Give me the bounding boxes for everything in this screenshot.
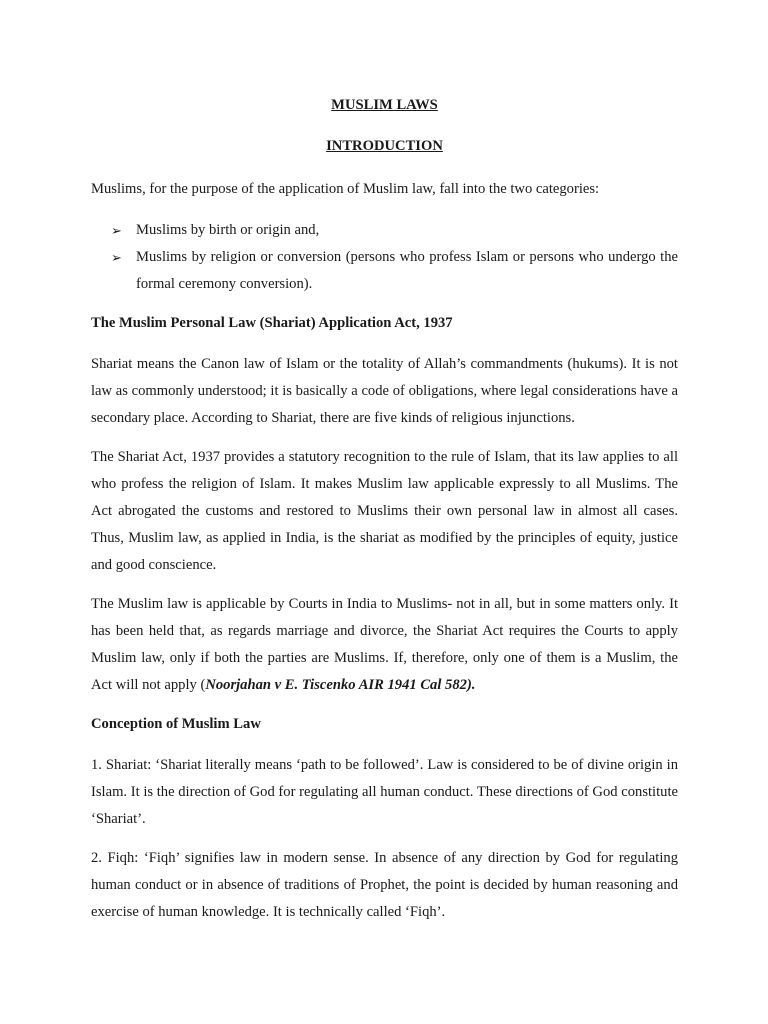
- list-item-text: Muslims by religion or conversion (persons who profess Islam or persons who undergo the formal ceremony conversion).: [136, 249, 678, 292]
- list-item-text: Muslims by birth or origin and,: [136, 222, 320, 238]
- paragraph-applicability-text: The Muslim law is applicable by Courts in India to Muslims- not in all, but in some matters only. It has been held that, as regards marriage and divorce, the Shariat Act requires the Courts to apply Muslim law, only if both the parties are Muslims. If, therefore, only one of them is a Muslim, the Act will not apply (: [91, 596, 678, 693]
- category-list: [91, 217, 678, 298]
- document-subtitle: INTRODUCTION: [326, 138, 443, 154]
- arrow-bullet-icon: ➢: [111, 250, 122, 265]
- case-citation: Noorjahan v E. Tiscenko AIR 1941 Cal 582).: [205, 677, 476, 693]
- section-heading-conception: Conception of Muslim Law: [91, 716, 261, 732]
- arrow-bullet-icon: ➢: [111, 223, 122, 238]
- document-body: [91, 92, 678, 938]
- section-heading-shariat-act: The Muslim Personal Law (Shariat) Application Act, 1937: [91, 315, 453, 331]
- paragraph-shariat-meaning: Shariat means the Canon law of Islam or the totality of Allah’s commandments (hukums). It is not law as commonly understood; it is basically a code of obligations, where legal considerations have a secondary place. According to Shariat, there are five kinds of religious injunctions.: [91, 356, 678, 426]
- list-item: [91, 244, 678, 298]
- intro-paragraph: Muslims, for the purpose of the application of Muslim law, fall into the two categories:: [91, 181, 600, 197]
- paragraph-applicability: [91, 591, 678, 699]
- list-item: [91, 217, 678, 244]
- paragraph-shariat-definition: 1. Shariat: ‘Shariat literally means ‘path to be followed’. Law is considered to be of divine origin in Islam. It is the direction of God for regulating all human conduct. These directions of God constitute ‘Shariat’.: [91, 757, 678, 827]
- paragraph-fiqh-definition: 2. Fiqh: ‘Fiqh’ signifies law in modern sense. In absence of any direction by God for regulating human conduct or in absence of traditions of Prophet, the point is decided by human reasoning and exercise of human knowledge. It is technically called ‘Fiqh’.: [91, 850, 678, 920]
- paragraph-shariat-act: The Shariat Act, 1937 provides a statutory recognition to the rule of Islam, that its law applies to all who profess the religion of Islam. It makes Muslim law applicable expressly to all Muslims. The Act abrogated the customs and restored to Muslims their own personal law in almost all cases. Thus, Muslim law, as applied in India, is the shariat as modified by the principles of equity, justice and good conscience.: [91, 449, 678, 573]
- document-title: MUSLIM LAWS: [331, 97, 438, 113]
